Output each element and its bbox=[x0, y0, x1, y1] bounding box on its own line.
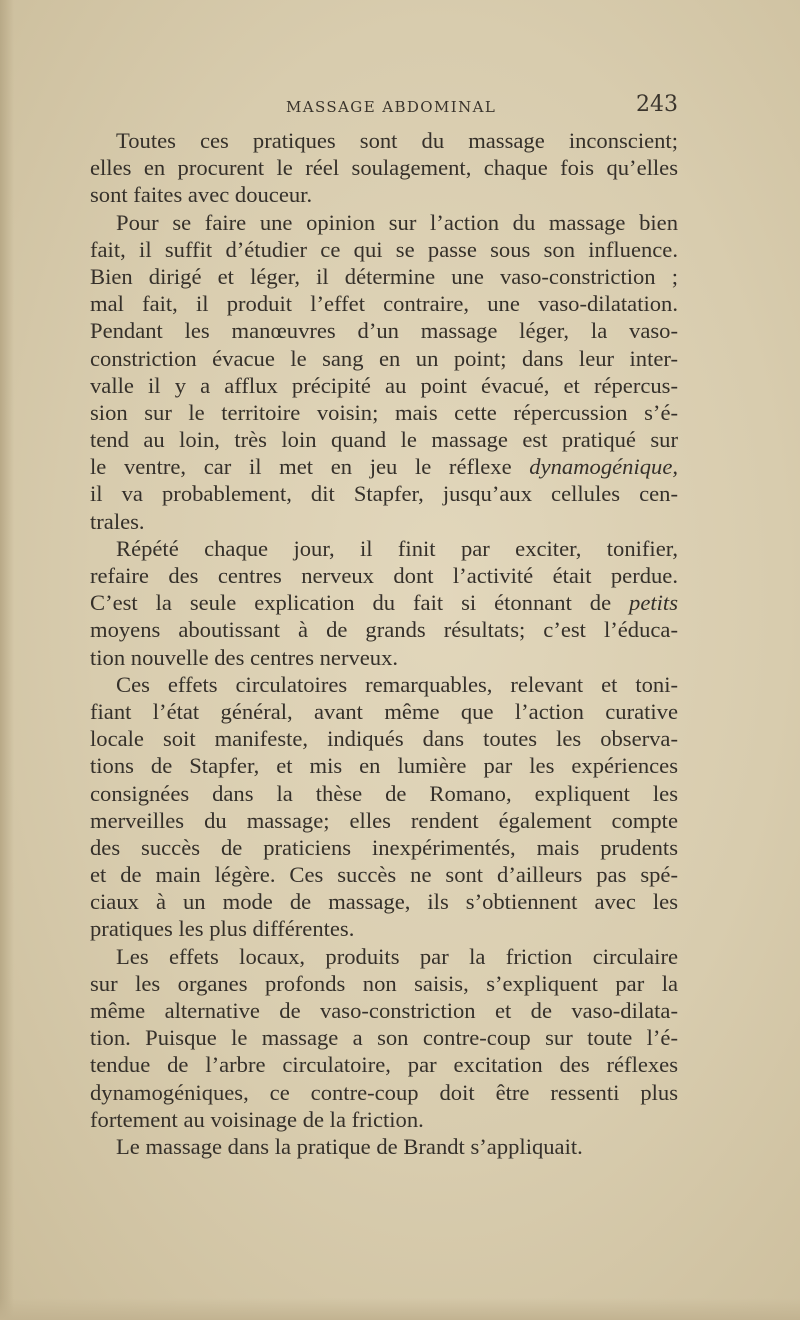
text-line: fortement au voisinage de la friction. bbox=[90, 1106, 424, 1132]
text-line: Répété chaque jour, il finit par exciter, tonifier, bbox=[116, 535, 678, 561]
text-line: valle il y a afflux précipité au point évacué, et répercus- bbox=[90, 372, 678, 398]
page-bottom-shadow bbox=[0, 1298, 800, 1320]
text-line: trales. bbox=[90, 508, 145, 534]
text-line: Pour se faire une opinion sur l’action du massage bien bbox=[116, 209, 678, 235]
text-line: dynamogéniques, ce contre-coup doit être ressenti plus bbox=[90, 1079, 678, 1105]
text-line: Bien dirigé et léger, il détermine une vaso-constriction ; bbox=[90, 263, 678, 289]
text-line: sion sur le territoire voisin; mais cette répercussion s’é- bbox=[90, 399, 678, 425]
text-line: tend au loin, très loin quand le massage est pratiqué sur bbox=[90, 427, 678, 453]
text-line: locale soit manifeste, indiqués dans toutes les observa- bbox=[90, 726, 678, 752]
text-line: sur les organes profonds non saisis, s’expliquent par la bbox=[90, 970, 678, 996]
line-text: le ventre, car il met en jeu le réflexe bbox=[90, 454, 530, 480]
text-line: même alternative de vaso-constriction et de vaso-dilata- bbox=[90, 998, 678, 1023]
line-text: C’est la seule explication du fait si étonnant de bbox=[90, 590, 630, 616]
text-line: constriction évacue le sang en un point; dans leur inter- bbox=[90, 345, 678, 371]
text-line: refaire des centres nerveux dont l’activité était perdue. bbox=[90, 563, 678, 588]
page-edge-shadow bbox=[0, 0, 14, 1320]
text-line: tion. Puisque le massage a son contre-coup sur toute l’é- bbox=[90, 1025, 678, 1051]
text-line: pratiques les plus différentes. bbox=[90, 916, 355, 942]
text-line: Pendant les manœuvres d’un massage léger, la vaso- bbox=[90, 318, 678, 344]
text-line bbox=[90, 453, 678, 480]
page-number: 243 bbox=[636, 92, 678, 117]
text-line: consignées dans la thèse de Romano, expliquent les bbox=[90, 780, 678, 806]
text-line: merveilles du massage; elles rendent également compte bbox=[90, 807, 678, 833]
text-line: tions de Stapfer, et mis en lumière par les expériences bbox=[90, 753, 678, 779]
text-line: mal fait, il produit l’effet contraire, une vaso-dilatation. bbox=[90, 291, 678, 317]
italic-term: dynamogénique, bbox=[529, 454, 678, 480]
text-line: tendue de l’arbre circulatoire, par excitation des réflexes bbox=[90, 1052, 678, 1078]
running-head bbox=[90, 92, 678, 122]
text-line: des succès de praticiens inexpérimentés, mais prudents bbox=[90, 834, 678, 860]
text-line: et de main légère. Ces succès ne sont d’ailleurs pas spé- bbox=[90, 862, 678, 888]
text-line bbox=[90, 589, 678, 616]
text-line: moyens aboutissant à de grands résultats; c’est l’éduca- bbox=[90, 617, 678, 643]
text-line: Les effets locaux, produits par la friction circulaire bbox=[116, 943, 678, 969]
text-line: Ces effets circulatoires remarquables, relevant et toni- bbox=[116, 671, 678, 697]
text-line: elles en procurent le réel soulagement, chaque fois qu’elles bbox=[90, 155, 678, 181]
text-line: fait, il suffit d’étudier ce qui se passe sous son influence. bbox=[90, 236, 678, 262]
italic-term: petits bbox=[629, 590, 678, 616]
text-line: Toutes ces pratiques sont du massage inconscient; bbox=[116, 128, 678, 153]
text-line: il va probablement, dit Stapfer, jusqu’aux cellules cen- bbox=[90, 481, 678, 507]
text-line: tion nouvelle des centres nerveux. bbox=[90, 644, 399, 670]
body-text bbox=[90, 127, 678, 1160]
text-line: sont faites avec douceur. bbox=[90, 182, 313, 208]
running-head-title: MASSAGE ABDOMINAL bbox=[286, 98, 497, 116]
text-line: fiant l’état général, avant même que l’action curative bbox=[90, 698, 678, 724]
text-line: Le massage dans la pratique de Brandt s’appliquait. bbox=[116, 1133, 583, 1159]
text-line: ciaux à un mode de massage, ils s’obtiennent avec les bbox=[90, 889, 678, 915]
